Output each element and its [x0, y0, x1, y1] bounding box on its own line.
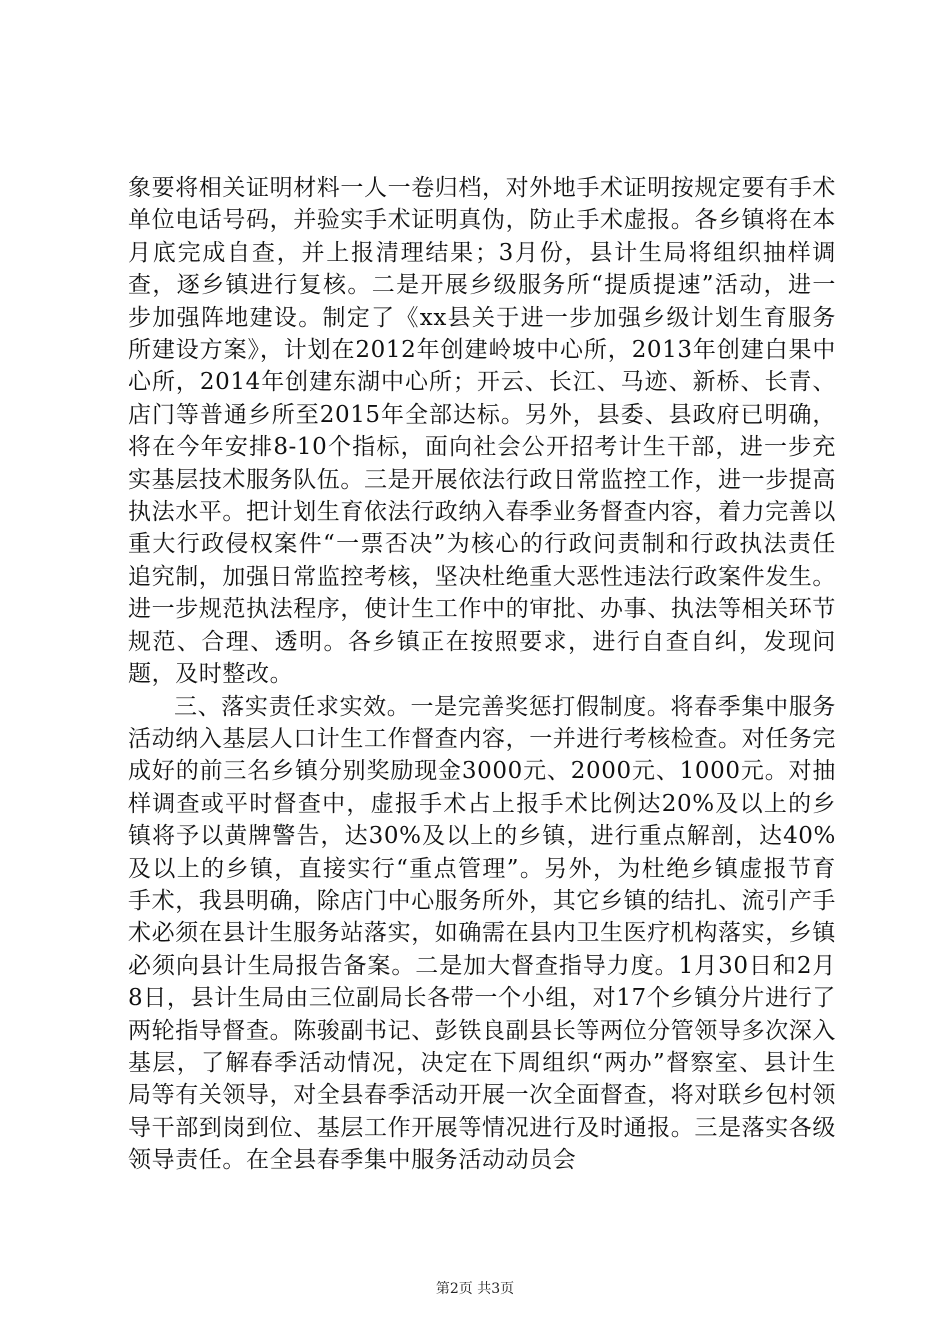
paragraph-continuation: 象要将相关证明材料一人一卷归档，对外地手术证明按规定要有手术单位电话号码，并验实手术证明真伪，防止手术虚报。各乡镇将在本月底完成自查，并上报清理结果；3月份，县计生局将组织抽样调查，逐乡镇进行复核。二是开展乡级服务所“提质提速”活动，进一步加强阵地建设。制定了《xx县关于进一步加强乡级计划生育服务所建设方案》，计划在2012年创建岭坡中心所，2013年创建白果中心所，2014年创建东湖中心所；开云、长江、马迹、新桥、长青、店门等普通乡所至2015年全部达标。另外，县委、县政府已明确，将在今年安排8-10个指标，面向社会公开招考计生干部，进一步充实基层技术服务队伍。三是开展依法行政日常监控工作，进一步提高执法水平。把计划生育依法行政纳入春季业务督查内容，着力完善以重大行政侵权案件“一票否决”为核心的行政问责制和行政执法责任追究制，加强日常监控考核，坚决杜绝重大恶性违法行政案件发生。进一步规范执法程序，使计生工作中的审批、办事、执法等相关环节规范、合理、透明。各乡镇正在按照要求，进行自查自纠，发现问题，及时整改。	[128, 175, 836, 688]
paragraph-section-three: 三、落实责任求实效。一是完善奖惩打假制度。将春季集中服务活动纳入基层人口计生工作督查内容，一并进行考核检查。对任务完成好的前三名乡镇分别奖励现金3000元、2000元、1000元。对抽样调查或平时督查中，虚报手术占上报手术比例达20%及以上的乡镇将予以黄牌警告，达30%及以上的乡镇，进行重点解剖，达40%及以上的乡镇，直接实行“重点管理”。另外，为杜绝乡镇虚报节育手术，我县明确，除店门中心服务所外，其它乡镇的结扎、流引产手术必须在县计生服务站落实，如确需在县内卫生医疗机构落实，乡镇必须向县计生局报告备案。二是加大督查指导力度。1月30日和2月8日，县计生局由三位副局长各带一个小组，对17个乡镇分片进行了两轮指导督查。陈骏副书记、彭铁良副县长等两位分管领导多次深入基层，了解春季活动情况，决定在下周组织“两办”督察室、县计生局等有关领导，对全县春季活动开展一次全面督查，将对联乡包村领导干部到岗到位、基层工作开展等情况进行及时通报。三是落实各级领导责任。在全县春季集中服务活动动员会	[128, 693, 836, 1174]
page-footer: 第2页 共3页	[435, 1281, 515, 1297]
document-body	[128, 172, 836, 1177]
